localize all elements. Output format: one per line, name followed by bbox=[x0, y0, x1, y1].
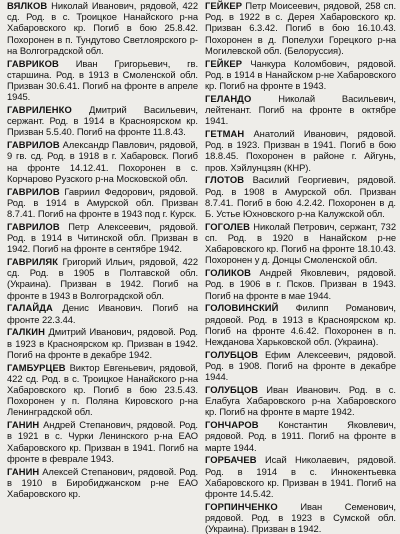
person-surname: ГОЛУБЦОВ bbox=[205, 384, 259, 396]
person-details: Константин Яковлевич, рядовой. Род. в 1911. Погиб на фронте в марте 1944. bbox=[205, 419, 396, 453]
person-surname: ГЕТМАН bbox=[205, 128, 245, 140]
person-surname: ГЕЙКЕР bbox=[205, 57, 243, 69]
person-details: Николай Петрович, сержант, 732 сп. Род. в 1920 в Нанайском р-не Хабаровского кр. Погиб на фронте 18.10.43. Похоронен у д. Донцы Смоленской обл. bbox=[205, 220, 396, 266]
person-surname: ГЕЙКЕР bbox=[205, 0, 243, 11]
person-details: Анатолий Иванович, рядовой. Род. в 1923. Призван в 1941. Погиб в бою 18.8.45. Похоронен в районе г. Айгунь, пров. Хэйлунцзян (КНР). bbox=[205, 128, 396, 173]
person-surname: ГАВРИЛОВ bbox=[7, 139, 60, 151]
person-entry bbox=[7, 466, 198, 500]
person-surname: ГОГОЛЕВ bbox=[205, 220, 251, 232]
person-details: Иван Семенович, рядовой. Род. в 1923 в Сумской обл. (Украина). Призван в 1942. bbox=[205, 500, 396, 534]
person-surname: ГЛОТОВ bbox=[205, 174, 245, 186]
person-details: Исай Николаевич, рядовой. Род. в 1914 в с. Иннокентьевка Хабаровского кр. Призван в 1941. Погиб на фронте 14.5.42. bbox=[205, 454, 396, 500]
person-details: Григорий Ильич, рядовой, 422 сд. Род. в 1905 в Полтавской обл. (Украина). Призван в 1942. Погиб на фронте в 1943 в Волгоградской обл. bbox=[7, 256, 198, 301]
person-surname: ГАВРИЛЯК bbox=[7, 256, 59, 268]
person-entry bbox=[205, 349, 396, 383]
person-entry bbox=[7, 221, 198, 255]
columns-container bbox=[7, 0, 397, 534]
person-details: Василий Георгиевич, рядовой. Род. в 1908 в Амурской обл. Призван 8.7.41. Погиб в бою 4.2.42. Похоронен в д. Б. Устье Юхновского р-на Калужской обл. bbox=[205, 174, 396, 220]
person-entry bbox=[205, 128, 396, 173]
person-details: Андрей Яковлевич, рядовой. Род. в 1906 в г. Псков. Призван в 1943. Погиб на фронте в мае 1944. bbox=[205, 267, 397, 301]
person-surname: ГАЛКИН bbox=[7, 326, 46, 338]
person-entry bbox=[7, 139, 198, 184]
person-entry bbox=[205, 0, 396, 56]
person-details: Андрей Степанович, рядовой. Род. в 1921 в с. Чурки Ленинского р-на ЕАО Хабаровского кр. Призван в 1941. Погиб на фронте в феврале 1943. bbox=[7, 419, 198, 464]
person-entry bbox=[205, 419, 396, 453]
person-entry bbox=[7, 58, 198, 103]
person-details: Ефим Алексеевич, рядовой. Род. в 1908. Погиб на фронте в декабре 1944. bbox=[205, 348, 396, 383]
person-entry bbox=[7, 302, 198, 324]
person-entry bbox=[205, 221, 396, 266]
person-surname: ГАВРИЛОВ bbox=[7, 185, 60, 197]
person-surname: ГАЛАЙДА bbox=[7, 302, 53, 314]
person-entry bbox=[205, 454, 396, 499]
person-surname: ГАНИН bbox=[7, 465, 40, 477]
person-entry bbox=[205, 501, 396, 534]
person-surname: ГЕЛАНДО bbox=[205, 92, 252, 104]
person-entry bbox=[205, 58, 396, 92]
person-entry bbox=[205, 93, 396, 127]
person-details: Гавриил Федорович, рядовой. Род. в 1914 в Амурской обл. Призван 8.7.41. Погиб на фронте в 1943 под г. Курск. bbox=[7, 185, 199, 220]
person-details: Филипп Романович, рядовой. Род. в 1913 в Красноярском кр. Погиб на фронте 4.6.42. Похоронен в п. Нежданова Харьковской обл. (Украина). bbox=[205, 302, 396, 348]
person-details: Николай Иванович, рядовой, 422 сд. Род. в с. Троицкое Нанайского р-на Хабаровского кр. Погиб в бою 25.8.42. Похоронен в п. Тундутово Светлоярского р-на Волгоградской обл. bbox=[7, 0, 198, 56]
person-surname: ГОРПИНЧЕНКО bbox=[205, 500, 278, 512]
person-details: Петр Моисеевич, рядовой, 258 сп. Род. в 1922 в с. Дерея Хабаровского кр. Призван 6.3.42. Погиб в бою 16.10.43. Похоронен в д. Попелухи Горецкого р-на Могилевской обл. (Белоруссия). bbox=[205, 0, 397, 56]
person-surname: ГАМБУРЦЕВ bbox=[7, 361, 66, 373]
left-column bbox=[7, 0, 199, 500]
person-surname: ВЯЛКОВ bbox=[7, 0, 48, 11]
person-entry bbox=[7, 256, 198, 301]
person-entry bbox=[205, 384, 396, 418]
right-column bbox=[205, 0, 397, 534]
person-details: Николай Васильевич, лейтенант. Погиб на фронте в октябре 1941. bbox=[205, 92, 396, 127]
person-details: Виктор Евгеньевич, рядовой, 422 сд. Род. в с. Троицкое Нанайского р-на Хабаровского кр. Погиб в бою 23.5.43. Похоронен у п. Поляна Кировского р-на Ленинградской обл. bbox=[7, 361, 198, 418]
person-details: Дмитрий Иванович, рядовой. Род. в 1923 в Красноярском кр. Призван в 1942. Погиб на фронте в декабре 1942. bbox=[7, 326, 198, 360]
person-entry bbox=[7, 0, 198, 56]
person-surname: ГОЛИКОВ bbox=[205, 267, 252, 279]
person-entry bbox=[7, 362, 198, 418]
person-surname: ГАНИН bbox=[7, 419, 40, 431]
person-details: Иван Иванович. Род. в с. Елабуга Хабаровского р-на Хабаровского кр. Погиб на фронте в марте 1942. bbox=[205, 384, 396, 418]
person-details: Алексей Степанович, рядовой. Род. в 1910 в Биробиджанском р-не ЕАО Хабаровского кр. bbox=[7, 465, 198, 500]
person-details: Денис Иванович. Погиб на фронте 22.3.44. bbox=[7, 302, 198, 325]
person-surname: ГАВРИКОВ bbox=[7, 57, 59, 69]
person-entry bbox=[7, 326, 198, 360]
person-details: Дмитрий Васильевич, сержант. Род. в 1914 в Красноярском кр. Призван 5.5.40. Погиб на фронте 11.8.43. bbox=[7, 104, 198, 138]
person-surname: ГАВРИЛОВ bbox=[7, 220, 60, 232]
person-surname: ГОНЧАРОВ bbox=[205, 419, 259, 431]
person-surname: ГОРБАЧЕВ bbox=[205, 454, 257, 466]
person-surname: ГОЛОВИНСКИЙ bbox=[205, 302, 279, 314]
person-details: Иван Григорьевич, гв. старшина. Род. в 1913 в Смоленской обл. Призван 30.6.41. Погиб на фронте в апреле 1945. bbox=[7, 57, 198, 103]
person-entry bbox=[7, 419, 198, 464]
person-surname: ГАВРИЛЕНКО bbox=[7, 104, 72, 116]
person-entry bbox=[7, 104, 198, 138]
person-details: Александр Павлович, рядовой, 9 гв. сд. Род. в 1918 в г. Хабаровск. Погиб на фронте 14.12.41. Похоронен в с. Корчарово Рузского р-на Московской обл. bbox=[7, 139, 198, 184]
person-entry bbox=[205, 302, 396, 347]
person-surname: ГОЛУБЦОВ bbox=[205, 348, 259, 360]
person-details: Чанкура Коломбович, рядовой. Род. в 1914 в Нанайском р-не Хабаровского кр. Погиб на фронте в 1943. bbox=[205, 57, 396, 92]
person-entry bbox=[205, 174, 396, 219]
person-entry bbox=[7, 186, 198, 220]
person-details: Петр Алексеевич, рядовой. Род. в 1914 в Читинской обл. Призван в 1942. Погиб на фронте в сентябре 1942. bbox=[7, 220, 198, 255]
person-entry bbox=[205, 267, 396, 301]
